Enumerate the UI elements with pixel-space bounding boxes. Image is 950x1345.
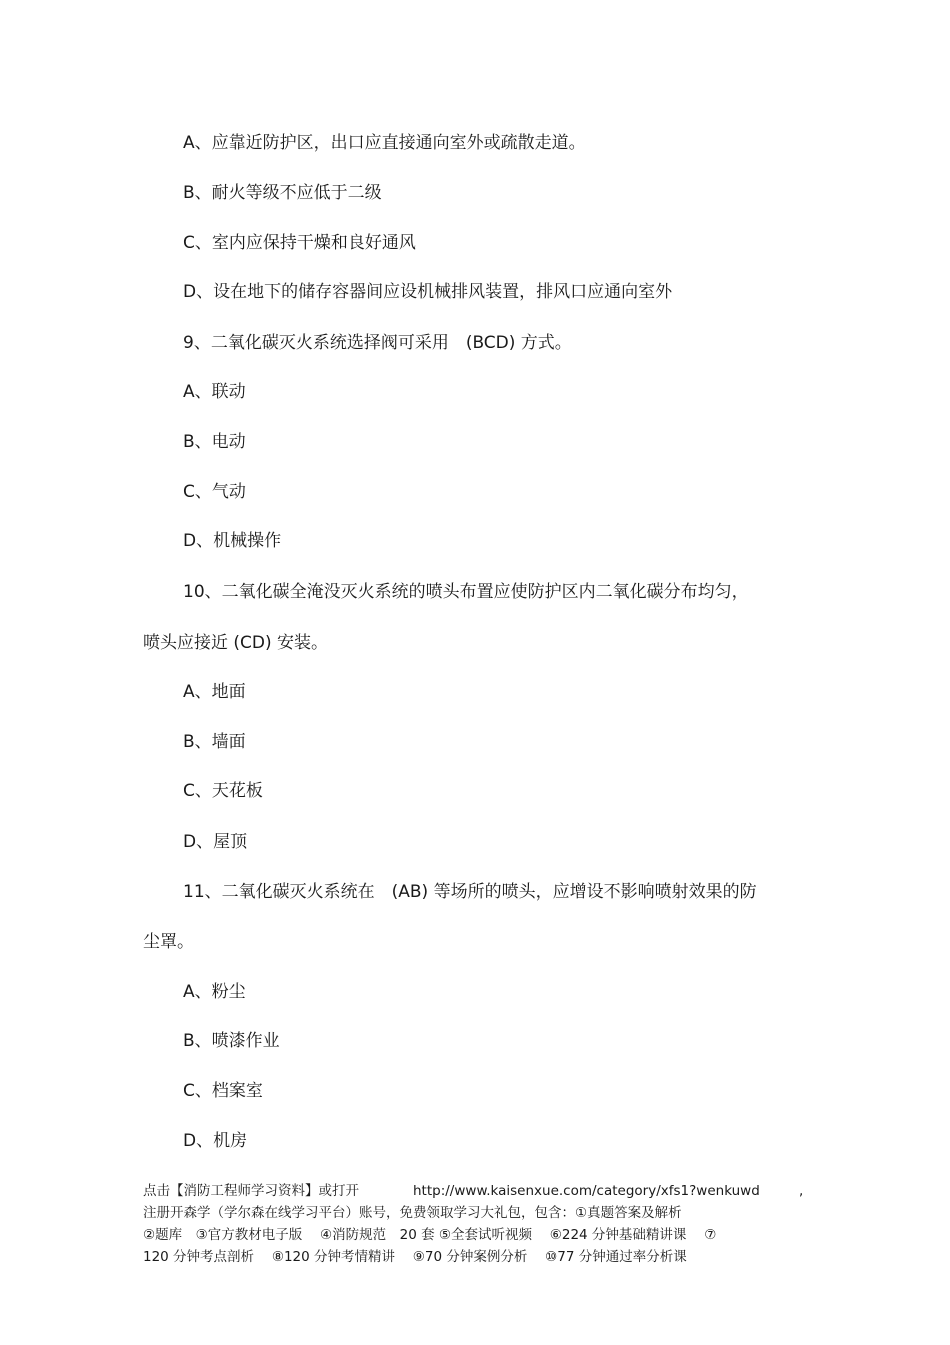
q11-option-b: B、喷漆作业 [183, 1031, 280, 1051]
q9-option-c: C、气动 [183, 482, 246, 502]
question-9: 9、二氧化碳灭火系统选择阀可采用 (BCD) 方式。 [183, 333, 572, 353]
footer-line-3: ②题库 ③官方教材电子版 ④消防规范 20 套 ⑤全套试听视频 ⑥224 分钟基础精讲课 ⑦ [143, 1227, 717, 1243]
q10-option-c: C、天花板 [183, 781, 263, 801]
footer-line-1 [143, 1180, 359, 1202]
question-10: 10、二氧化碳全淹没灭火系统的喷头布置应使防护区内二氧化碳分布均匀， [183, 582, 749, 602]
q10-option-b: B、墙面 [183, 732, 246, 752]
option-a-location: A、应靠近防护区，出口应直接通向室外或疏散走道。 [183, 133, 586, 153]
option-b-fire-rating: B、耐火等级不应低于二级 [183, 183, 382, 203]
q9-option-b: B、电动 [183, 432, 246, 452]
question-10-continued: 喷头应接近 (CD) 安装。 [143, 633, 329, 653]
footer-line-2: 注册开森学（学尔森在线学习平台）账号，免费领取学习大礼包，包含：①真题答案及解析 [143, 1205, 682, 1221]
option-c-ventilation: C、室内应保持干燥和良好通风 [183, 233, 416, 253]
q11-option-c: C、档案室 [183, 1081, 263, 1101]
q9-option-d: D、机械操作 [183, 531, 282, 551]
footer-prefix: 点击【消防工程师学习资料】或打开 [143, 1183, 359, 1199]
q10-option-d: D、屋顶 [183, 832, 248, 852]
footer-line-4: 120 分钟考点剖析 ⑧120 分钟考情精讲 ⑨70 分钟案例分析 ⑩77 分钟通过率分析课 [143, 1249, 687, 1265]
footer-url-link[interactable]: http://www.kaisenxue.com/category/xfs1?wenkuwd [413, 1183, 760, 1199]
footer-comma: , [799, 1183, 804, 1199]
option-d-exhaust: D、设在地下的储存容器间应设机械排风装置，排风口应通向室外 [183, 282, 673, 302]
question-11: 11、二氧化碳灭火系统在 (AB) 等场所的喷头，应增设不影响喷射效果的防 [183, 882, 757, 902]
question-11-continued: 尘罩。 [143, 932, 194, 952]
q9-option-a: A、联动 [183, 382, 246, 402]
q11-option-d: D、机房 [183, 1131, 248, 1151]
q10-option-a: A、地面 [183, 682, 246, 702]
q11-option-a: A、粉尘 [183, 982, 246, 1002]
